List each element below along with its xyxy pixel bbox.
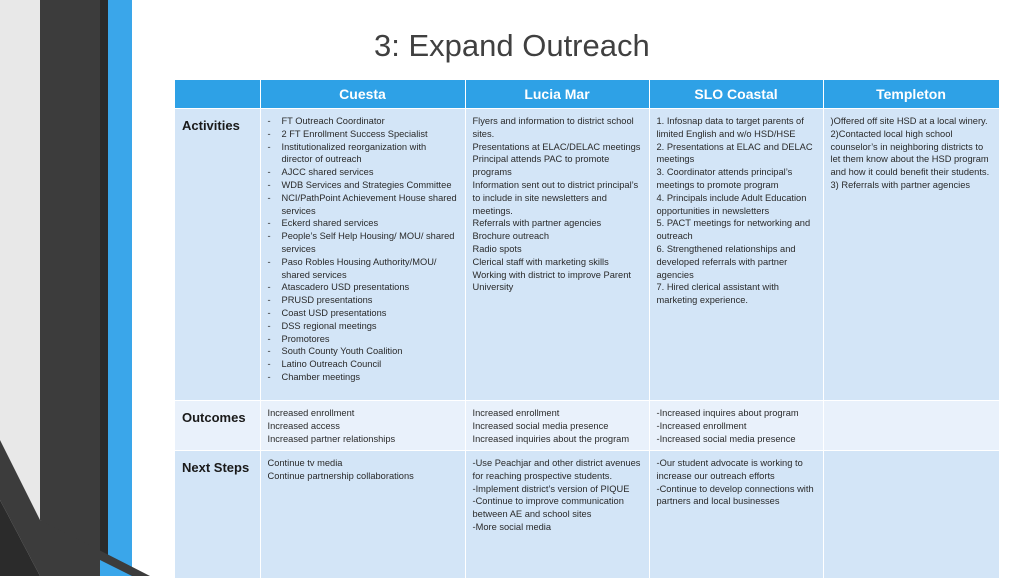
list-item: Brochure outreach [472, 231, 549, 242]
cell-outcomes-slo-coastal [649, 401, 823, 451]
list-item: )Offered off site HSD at a local winery. [830, 116, 988, 126]
cell-next-slo-coastal [649, 451, 823, 579]
list-item: - DSS regional meetings [268, 320, 458, 333]
list-item: 6. Strengthened relationships and developed referrals with partner agencies [656, 243, 796, 280]
header-slo-coastal: SLO Coastal [649, 80, 823, 109]
cell-next-templeton [823, 451, 999, 579]
list-item: 5. PACT meetings for networking and outreach [656, 218, 811, 242]
list-item: Flyers and information to district school sites. [472, 116, 634, 139]
list-item: -Increased inquires about program [656, 408, 799, 418]
list-item: Increased social media presence [472, 420, 609, 431]
row-next-steps [175, 451, 999, 579]
list-item: - Paso Robles Housing Authority/MOU/ shared services [268, 256, 458, 282]
list-item: Information sent out to district principal’s to include in site newsletters and meetings. [472, 179, 639, 216]
outreach-table [175, 80, 1000, 579]
list-item: - Coast USD presentations [268, 307, 458, 320]
cell-activities-lucia-mar [465, 109, 649, 401]
list-item: 1. Infosnap data to target parents of limited English and w/o HSD/HSE [656, 116, 804, 139]
cell-next-lucia-mar [465, 451, 649, 579]
list-item: - Latino Outreach Council [268, 358, 458, 371]
list-item: - Chamber meetings [268, 371, 458, 384]
list-item: 4. Principals include Adult Education opportunities in newsletters [656, 192, 807, 216]
list-item: Principal attends PAC to promote programs [472, 154, 610, 178]
list-item: Increased partner relationships [267, 433, 396, 444]
cell-activities-slo-coastal [649, 109, 823, 401]
list-item: Continue partnership collaborations [267, 470, 414, 481]
list-item: -Increased social media presence [656, 433, 796, 444]
list-item: - South County Youth Coalition [268, 345, 458, 358]
cell-activities-cuesta [260, 109, 465, 401]
header-cuesta: Cuesta [260, 80, 465, 109]
row-label-next-steps: Next Steps [175, 451, 260, 579]
list-item: -Increased enrollment [656, 420, 747, 431]
list-item: - AJCC shared services [268, 166, 458, 179]
cell-activities-templeton [823, 109, 999, 401]
list-item: Increased enrollment [267, 408, 355, 418]
list-item: 7. Hired clerical assistant with marketing experience. [656, 282, 779, 306]
cell-outcomes-cuesta [260, 401, 465, 451]
list-item: Working with district to improve Parent University [472, 269, 631, 293]
list-item: 2. Presentations at ELAC and DELAC meetings [656, 141, 813, 165]
header-lucia-mar: Lucia Mar [465, 80, 649, 109]
list-item: Referrals with partner agencies [472, 218, 602, 229]
list-item: - People’s Self Help Housing/ MOU/ shared services [268, 230, 458, 256]
row-label-activities: Activities [175, 109, 260, 401]
list-item: Radio spots [472, 243, 522, 254]
list-item: 3) Referrals with partner agencies [830, 179, 971, 190]
decorative-stripes [0, 0, 190, 576]
list-item: Clerical staff with marketing skills [472, 256, 609, 267]
list-item: -More social media [472, 521, 552, 532]
list-item: -Continue to develop connections with partners and local businesses [656, 483, 814, 507]
list-item: - Atascadero USD presentations [268, 281, 458, 294]
list-item: - 2 FT Enrollment Success Specialist [268, 128, 458, 141]
list-item: Presentations at ELAC/DELAC meetings [472, 141, 641, 152]
cell-outcomes-templeton [823, 401, 999, 451]
list-item: - Institutionalized reorganization with director of outreach [268, 141, 458, 167]
row-outcomes [175, 401, 999, 451]
cell-outcomes-lucia-mar [465, 401, 649, 451]
list-item: -Continue to improve communication between AE and school sites [472, 496, 624, 520]
list-item: Increased inquiries about the program [472, 433, 630, 444]
list-item: 3. Coordinator attends principal’s meetings to promote program [656, 167, 793, 190]
row-activities [175, 109, 999, 401]
header-templeton: Templeton [823, 80, 999, 109]
list-item: - WDB Services and Strategies Committee [268, 179, 458, 192]
header-blank [175, 80, 260, 109]
list-item: 2)Contacted local high school counselor’s in neighboring districts to let them know about the HSD program and how it could benefit their students. [830, 128, 990, 178]
list-item: Continue tv media [267, 458, 343, 468]
cell-next-cuesta [260, 451, 465, 579]
list-item: Increased access [267, 420, 340, 431]
list-item: - Promotores [268, 333, 458, 346]
list-item: - FT Outreach Coordinator [268, 115, 458, 128]
row-label-outcomes: Outcomes [175, 401, 260, 451]
list-item: - PRUSD presentations [268, 294, 458, 307]
list-item: - Eckerd shared services [268, 217, 458, 230]
list-item: - NCI/PathPoint Achievement House shared services [268, 192, 458, 218]
slide-title: 3: Expand Outreach [374, 28, 650, 63]
list-item: -Use Peachjar and other district avenues for reaching prospective students. [472, 458, 641, 481]
list-item: Increased enrollment [472, 408, 560, 418]
list-item: -Our student advocate is working to increase our outreach efforts [656, 458, 803, 481]
list-item: -Implement district’s version of PIQUE [472, 483, 630, 494]
